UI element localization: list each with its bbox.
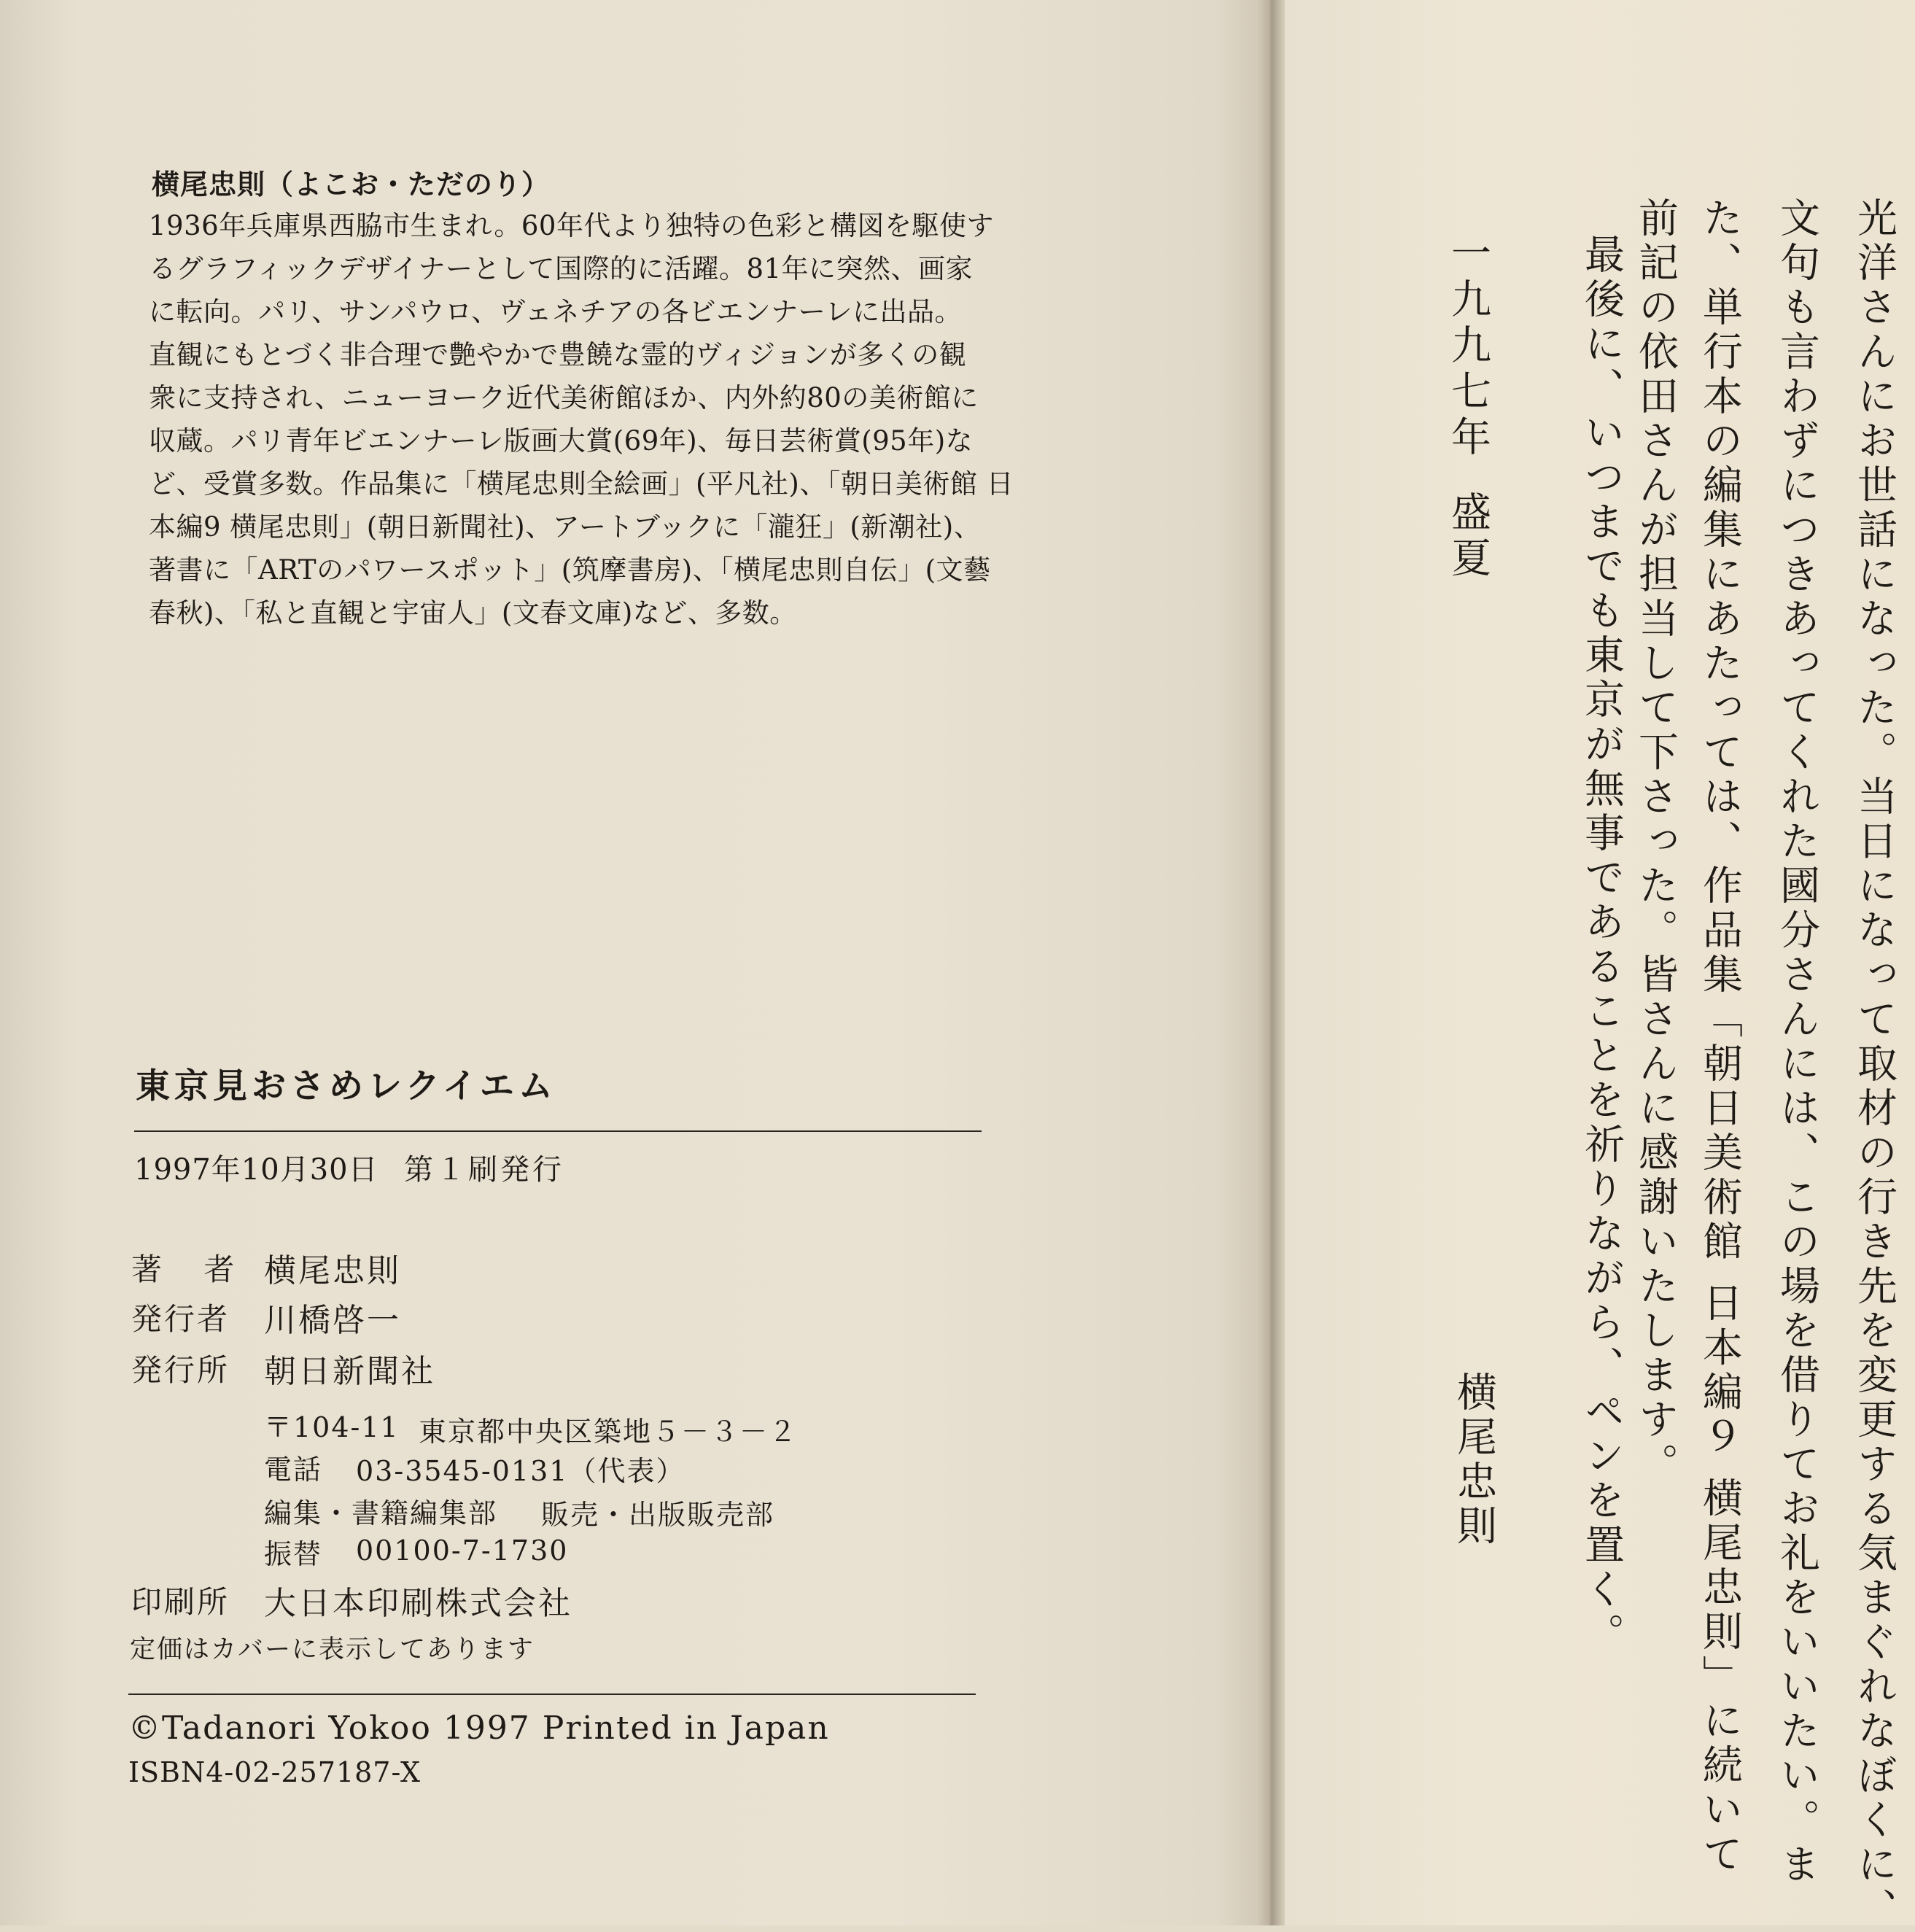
postal-code: 〒104-11	[264, 1411, 400, 1443]
publisher-label: 発行者	[131, 1301, 230, 1337]
bio-line: 著書に「ARTのパワースポット」(筑摩書房)、「横尾忠則自伝」(文藝	[149, 554, 991, 586]
print-date: 1997年10月30日	[134, 1153, 378, 1187]
afterword-column: 光洋さんにお世話になった。当日になって取材の行き先を変更する気まぐれなぼくに、	[1851, 197, 1897, 1932]
phone-number: 03-3545-0131（代表）	[356, 1455, 685, 1487]
bio-line: 衆に支持され、ニューヨーク近代美術館ほか、内外約80の美術館に	[149, 382, 979, 414]
publisher-value: 川橋啓一	[264, 1302, 401, 1339]
publishing-house-label: 発行所	[131, 1352, 230, 1388]
publishing-house-value: 朝日新聞社	[264, 1353, 435, 1390]
afterword-column: 文句も言わずにつきあってくれた國分さんには、この場を借りてお礼をいいたい。ま	[1774, 197, 1820, 1888]
editorial-department: 編集・書籍編集部	[264, 1497, 498, 1529]
sales-department: 販売・出版販売部	[541, 1499, 775, 1531]
bio-line: ど、受賞多数。作品集に「横尾忠則全絵画」(平凡社)、「朝日美術館 日	[149, 468, 1014, 500]
book-gutter	[1256, 0, 1285, 1925]
bio-line: 直観にもとづく非合理で艶やかで豊饒な霊的ヴィジョンが多くの観	[149, 339, 967, 371]
bio-author-name: 横尾忠則（よこお・ただのり）	[152, 168, 551, 201]
bio-line: に転向。パリ、サンパウロ、ヴェネチアの各ビエンナーレに出品。	[149, 296, 963, 327]
price-note: 定価はカバーに表示してあります	[130, 1635, 535, 1664]
book-title: 東京見おさめレクイエム	[136, 1066, 557, 1106]
afterword-column: 前記の依田さんが担当して下さった。皆さんに感謝いたします。	[1632, 197, 1679, 1487]
colophon-rule-bottom	[128, 1694, 976, 1695]
copyright: ©Tadanori Yokoo 1997 Printed in Japan	[128, 1710, 830, 1747]
afterword-date-season: 盛夏	[1445, 491, 1491, 583]
print-edition: 第１刷発行	[404, 1153, 564, 1187]
afterword-column: た、単行本の編集にあたっては、作品集「朝日美術館 日本編９ 横尾忠則」に続いて	[1696, 197, 1743, 1877]
printer-value: 大日本印刷株式会社	[264, 1585, 572, 1622]
phone-label: 電話	[264, 1454, 323, 1486]
bio-text	[149, 204, 1014, 635]
bio-line: 本編9 横尾忠則」(朝日新聞社)、アートブックに「瀧狂」(新潮社)、	[149, 511, 982, 543]
colophon-rule-top	[134, 1130, 982, 1132]
bio-line: るグラフィックデザイナーとして国際的に活躍。81年に突然、画家	[149, 253, 974, 284]
afterword-date	[1440, 232, 1497, 583]
author-value: 横尾忠則	[264, 1252, 401, 1289]
isbn: ISBN4-02-257187-X	[128, 1756, 422, 1788]
bio-line: 収蔵。パリ青年ビエンナーレ版画大賞(69年)、毎日芸術賞(95年)な	[149, 425, 974, 457]
author-label: 著 者	[131, 1252, 251, 1287]
bio-line: 1936年兵庫県西脇市生まれ。60年代より独特の色彩と構図を駆使す	[149, 210, 994, 241]
printer-label: 印刷所	[131, 1584, 230, 1620]
bio-line: 春秋)、「私と直観と宇宙人」(文春文庫)など、多数。	[149, 597, 797, 629]
address: 東京都中央区築地５－３－２	[419, 1416, 799, 1448]
transfer-label: 振替	[264, 1538, 323, 1570]
transfer-account: 00100-7-1730	[356, 1535, 569, 1567]
afterword-column: 最後に、いつまでも東京が無事であることを祈りながら、ペンを置く。	[1578, 233, 1625, 1657]
afterword-date-year: 一九九七年	[1445, 232, 1491, 462]
afterword-signature: 横尾忠則	[1450, 1371, 1497, 1549]
